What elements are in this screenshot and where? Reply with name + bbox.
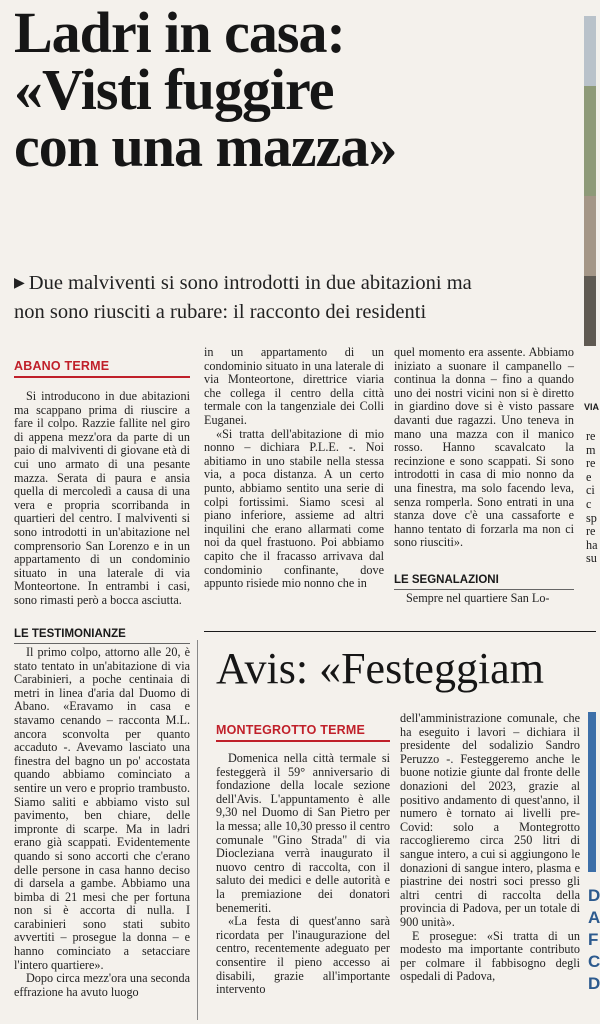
- strip-line: re: [586, 429, 596, 443]
- subheadline: [14, 270, 574, 325]
- right-strip-column: [586, 430, 598, 566]
- headline-avis: Avis: «Festeggiam: [216, 644, 544, 693]
- strip-line: e: [586, 469, 592, 484]
- strip-line: ci: [586, 483, 595, 498]
- avis-column-2: [400, 712, 580, 984]
- subhead-line: non sono riusciti a rubare: il racconto dei residenti: [14, 301, 427, 323]
- kicker-rule: [14, 376, 190, 378]
- column-3: [394, 346, 574, 550]
- cut-letter: C: [588, 952, 600, 971]
- paragraph: «La festa di quest'anno sarà ricordata per l'inaugurazione del centro, recentemente adeguato per consentire il pieno accesso ai disabili, grazie all'importante intervento: [216, 914, 390, 997]
- blue-box: [588, 712, 596, 872]
- section-rule: [14, 643, 190, 644]
- paragraph: E prosegue: «Si tratta di un modesto ma importante contributo per colmare il fabbisogno degli ospedali di Padova,: [400, 928, 580, 984]
- headline-line: «Visti fuggire: [14, 57, 334, 122]
- column-1b: [14, 646, 190, 999]
- kicker-abano: ABANO TERME: [14, 359, 110, 373]
- headline: [14, 0, 574, 179]
- paragraph: dell'amministrazione comunale, che ha eseguito i lavori – dichiara il presidente del sodalizio Sandro Peruzzo -. Festeggeremo anche le buone notizie giunte dal fronte delle donazioni del 2023, grazie al positivo andamento di quest'anno, il numero è tornato ai livelli pre-Covid: solo a Montegrotto raccoglieremo circa 250 litri di sangue intero, a cui si aggiungono le donazioni di sangue intero, plasma e piastrine dei nostri soci presso gli altri centri di raccolta della provincia di Padova, per un totale di 900 unità».: [400, 711, 580, 929]
- headline-line: Ladri in casa:: [14, 0, 345, 65]
- avis-column-1: [216, 752, 390, 997]
- headline-line: con una mazza»: [14, 114, 397, 179]
- column-1: [14, 390, 190, 608]
- article-divider: [204, 631, 596, 632]
- strip-line: m: [586, 442, 596, 457]
- paragraph: Dopo circa mezz'ora una seconda effrazione ha avuto luogo: [14, 971, 190, 999]
- section-rule: [394, 589, 574, 590]
- section-testimonianze: LE TESTIMONIANZE: [14, 628, 126, 640]
- triangle-bullet-icon: ▶: [14, 276, 25, 291]
- photo-caption: VIA: [584, 402, 600, 412]
- strip-line: ha: [586, 537, 598, 552]
- paragraph: Sempre nel quartiere San Lo-: [406, 591, 550, 605]
- paragraph: «Si tratta dell'abitazione di mio nonno – dichiara P.L.E. -. Noi abitiamo in uno stabile nella stessa via, a poca distanza. A un certo punto, abbiamo sentito una serie di colpi fortissimi. Siamo scesi al piano inferiore, assieme ad altri inquilini che erano allarmati come noi da quel frastuono. Poi abbiamo capito che il fracasso arrivava dal condominio confinante, dove appunto risiede mio nonno che in: [204, 426, 384, 591]
- cut-letter: F: [588, 930, 599, 949]
- strip-line: re: [586, 524, 596, 539]
- kicker-rule: [216, 740, 390, 742]
- article-photo: [584, 16, 596, 346]
- kicker-montegrotto: MONTEGROTTO TERME: [216, 723, 365, 737]
- section-segnalazioni: LE SEGNALAZIONI: [394, 574, 499, 586]
- strip-line: su: [586, 551, 597, 566]
- cut-letter: D: [588, 886, 600, 905]
- paragraph: Il primo colpo, attorno alle 20, è stato tentato in un'abitazione di via Carabinieri, a poche centinaia di metri in linea d'aria dal Duomo di Abano. «Eravamo in casa e stavamo cenando – racconta M.L. ancora sconvolta per quanto accaduto -. Avevamo lasciato una finestra del bagno un po' accostata quando abbiamo cominciato a sentire un vero e proprio trambusto. Siamo saliti e abbiamo visto sul pavimento, ben chiare, delle impronte di scarpe. Ma in ladri erano già scappati. Evidentemente quando si sono accorti che c'erano delle persone in casa hanno deciso di darsela a gambe. Abbiamo una bimba di 21 mesi che per fortuna non si è accorta di nulla. I carabinieri sono stati subito avvertiti – prosegue la donna – e hanno cominciato a setacciare l'intero quartiere».: [14, 645, 190, 972]
- strip-line: sp: [586, 510, 597, 525]
- paragraph: in un appartamento di un condominio situato in una laterale di via Monteortone, direttrice viaria che collega il centro della città termale con la tangenziale dei Colli Euganei.: [204, 345, 384, 427]
- paragraph: Si introducono in due abitazioni ma scappano prima di riuscire a fare il colpo. Razzie fallite nel giro di appena mezz'ora da parte di un paio di malviventi di giovane età di cui uno armato di una pesante mazza. Serata di paura e ansia quella di mercoledì a causa di una vera e propria scorribanda in quartieri del centro. I malviventi si sono introdotti in un'abitazione nel comprensorio San Lorenzo e in un appartamento di un condominio situato in una laterale di via Monteortone. In entrambi i casi, sono rimasti però a bocca asciutta.: [14, 389, 190, 607]
- subhead-line: Due malviventi si sono introdotti in due abitazioni ma: [28, 272, 472, 294]
- column-3b: [394, 592, 574, 606]
- column-divider: [197, 640, 198, 1020]
- column-2: [204, 346, 384, 591]
- paragraph: quel momento era assente. Abbiamo iniziato a suonare il campanello – continua la donna – fino a quando uno dei nostri vicini non si è diretto in giardino dove si è visto passare davanti due ragazzi. Uno teneva in mano una mazza con il manico rosso. Hanno scavalcato la recinzione e sono scappati. Si sono introdotti in casa di mio nonno da una finestra, ma solo facendo leva, senza romperla. Sono entrati in una stanza dove c'è una cassaforte e hanno tentato di forzarla ma non ci sono riusciti».: [394, 345, 574, 550]
- paragraph: Domenica nella città termale si festeggerà il 59° anniversario di fondazione della locale sezione dell'Avis. L'appuntamento è alle 9,30 nel Duomo di San Pietro per la messa; alle 10,30 presso il centro comunale "Gino Strada" di via Diocleziana verrà inaugurato il nuovo centro di raccolta, con il saluto dei medici e delle autorità e la premiazione dei donatori benemeriti.: [216, 751, 390, 915]
- cut-letter: D: [588, 974, 600, 993]
- cut-letter: A: [588, 908, 600, 927]
- strip-line: re: [586, 456, 596, 471]
- strip-line: c: [586, 496, 592, 511]
- right-cut-letters: [588, 885, 600, 995]
